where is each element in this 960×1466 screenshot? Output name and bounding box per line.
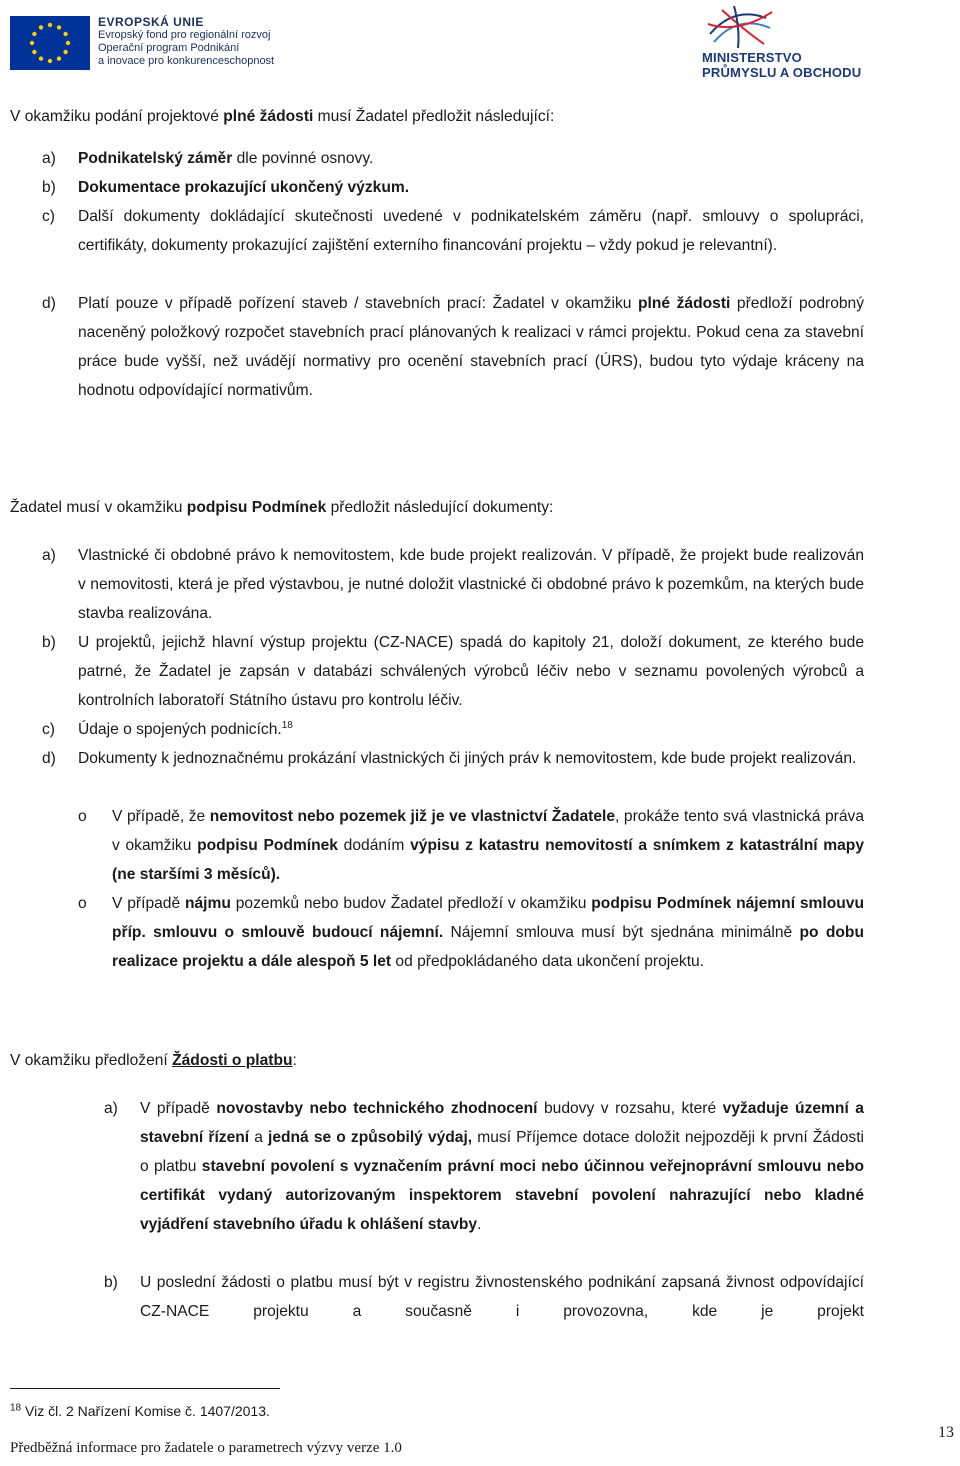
item-label: a) (104, 1100, 118, 1117)
text: V případě (112, 895, 185, 912)
text-bold: Žádosti o platbu (172, 1052, 293, 1069)
section1-intro (10, 102, 554, 131)
text-bold: jedná se o způsobilý výdaj, (268, 1129, 473, 1146)
text-bold: novostavby nebo technického zhodnocení (216, 1100, 538, 1117)
item-label: c) (42, 721, 55, 738)
eu-line3: Operační program Podnikání (98, 42, 240, 54)
item-label: b) (42, 179, 56, 196)
section2-intro (10, 493, 553, 522)
eu-title: EVROPSKÁ UNIE (98, 15, 204, 29)
footnote (10, 1402, 270, 1420)
text: Údaje o spojených podnicích. (78, 721, 282, 738)
mpo-line1: MINISTERSTVO (702, 50, 802, 65)
mpo-line2: PRŮMYSLU A OBCHODU (702, 65, 862, 80)
bullet: o (78, 808, 87, 825)
text: pozemků nebo budov Žadatel předloží v okamžiku (230, 895, 592, 912)
item-label: b) (42, 634, 56, 651)
text: budovy v rozsahu, které (537, 1100, 723, 1117)
mpo-globe-icon (704, 4, 774, 50)
text: V okamžiku předložení (10, 1052, 173, 1069)
item-label: d) (42, 295, 56, 312)
eu-line2: Evropský fond pro regionální rozvoj (98, 29, 271, 41)
footnote-divider (10, 1388, 280, 1389)
text-bold: nájmu (184, 895, 231, 912)
text: , prokáže tento svá vlastnická práva v okamžiku (112, 808, 864, 854)
text-bold: podpisu Podmínek (186, 499, 327, 516)
text-bold: podpisu Podmínek nájemní smlouvu příp. smlouvu o smlouvě budoucí nájemní. (112, 895, 864, 941)
text-bold: nemovitost nebo pozemek již je ve vlastnictví Žadatele (209, 808, 616, 825)
item-text: U poslední žádosti o platbu musí být v registru živnostenského podnikání zapsaná živnost odpovídající CZ-NACE projektu a současně i provozovna, kde je projekt (140, 1274, 864, 1320)
item-label: d) (42, 750, 56, 767)
text: V případě (140, 1100, 217, 1117)
text-bold: Dokumentace prokazující ukončený výzkum. (78, 179, 410, 196)
text-bold: podpisu Podmínek (197, 837, 338, 854)
text: předloží podrobný naceněný položkový rozpočet stavebních prací plánovaných k realizaci v rámci projektu. Pokud cena za stavební práce bude vyšší, než uvádějí normativy pro ocenění stavebních prací (ÚRS), budou tyto výdaje kráceny na hodnotu odpovídající normativům. (78, 295, 865, 399)
text: musí Příjemce dotace doložit nejpozději k první Žádosti o platbu (140, 1129, 865, 1175)
eu-line4: a inovace pro konkurenceschopnost (98, 55, 275, 67)
text: . (477, 1216, 482, 1233)
text: Žadatel musí v okamžiku (10, 499, 187, 516)
text: : (292, 1052, 297, 1069)
footnote-text: Viz čl. 2 Nařízení Komise č. 1407/2013. (21, 1403, 270, 1419)
mpo-logo (700, 4, 870, 80)
text: Platí pouze v případě pořízení staveb / stavebních prací: Žadatel v okamžiku (78, 295, 638, 312)
text-bold: plné žádosti (223, 108, 314, 125)
eu-text (98, 16, 274, 68)
eu-logo (10, 16, 274, 72)
text: dodáním (337, 837, 411, 854)
footnote-number: 18 (10, 1402, 22, 1414)
text: předložit následující dokumenty: (326, 499, 554, 516)
text: a (249, 1129, 268, 1146)
text-bold: plné žádosti (638, 295, 731, 312)
item-text: U projektů, jejichž hlavní výstup projektu (CZ-NACE) spadá do kapitoly 21, doloží dokument, ze kterého bude patrné, že Žadatel je zapsán v databázi schválených výrobců léčiv nebo v seznamu povolených výrobců a kontrolních laboratoří Státního ústavu pro kontrolu léčiv. (78, 634, 864, 709)
text-bold: vyžaduje územní a stavební řízení (140, 1100, 864, 1146)
text-bold: stavební povolení s vyznačením právní moci nebo účinnou veřejnoprávní smlouvu nebo certifikát vydaný autorizovaným inspektorem stavební povolení nahrazující nebo kladné vyjádření stavebního úřadu k ohlášení stavby (140, 1158, 864, 1233)
text: dle povinné osnovy. (232, 150, 374, 167)
mpo-text (702, 50, 861, 80)
eu-flag-icon (10, 16, 90, 70)
text-bold: výpisu z katastru nemovitostí a snímkem z katastrální mapy (ne staršími 3 měsíců). (112, 837, 865, 883)
item-label: b) (104, 1274, 118, 1291)
item-text: Vlastnické či obdobné právo k nemovitostem, kde bude projekt realizován. V případě, že projekt bude realizován v nemovitosti, která je před výstavbou, je nutné doložit vlastnické či obdobné právo k pozemkům, na kterých bude stavba realizována. (78, 547, 864, 622)
item-label: a) (42, 150, 56, 167)
text: musí Žadatel předložit následující: (313, 108, 555, 125)
item-text: Dokumenty k jednoznačnému prokázání vlastnických či jiných práv k nemovitostem, kde bude projekt realizován. (78, 750, 857, 767)
text: Nájemní smlouva musí být sjednána minimálně (443, 924, 800, 941)
page-number: 13 (938, 1424, 954, 1441)
item-label: c) (42, 208, 55, 225)
footnote-ref: 18 (281, 719, 293, 731)
text: V okamžiku podání projektové (10, 108, 224, 125)
bullet: o (78, 895, 87, 912)
text-bold: Podnikatelský záměr (78, 150, 233, 167)
text: V případě, že (112, 808, 210, 825)
item-text: Další dokumenty dokládající skutečnosti uvedené v podnikatelském záměru (např. smlouvy o spolupráci, certifikáty, dokumenty prokazující zajištění externího financování projektu – vždy pokud je relevantní). (78, 208, 864, 254)
section3-intro (10, 1046, 297, 1075)
page-footer: Předběžná informace pro žadatele o parametrech výzvy verze 1.0 (10, 1440, 402, 1456)
item-label: a) (42, 547, 56, 564)
text-bold: po dobu realizace projektu a dále alespoň 5 let (112, 924, 864, 970)
text: od předpokládaného data ukončení projektu. (391, 953, 705, 970)
